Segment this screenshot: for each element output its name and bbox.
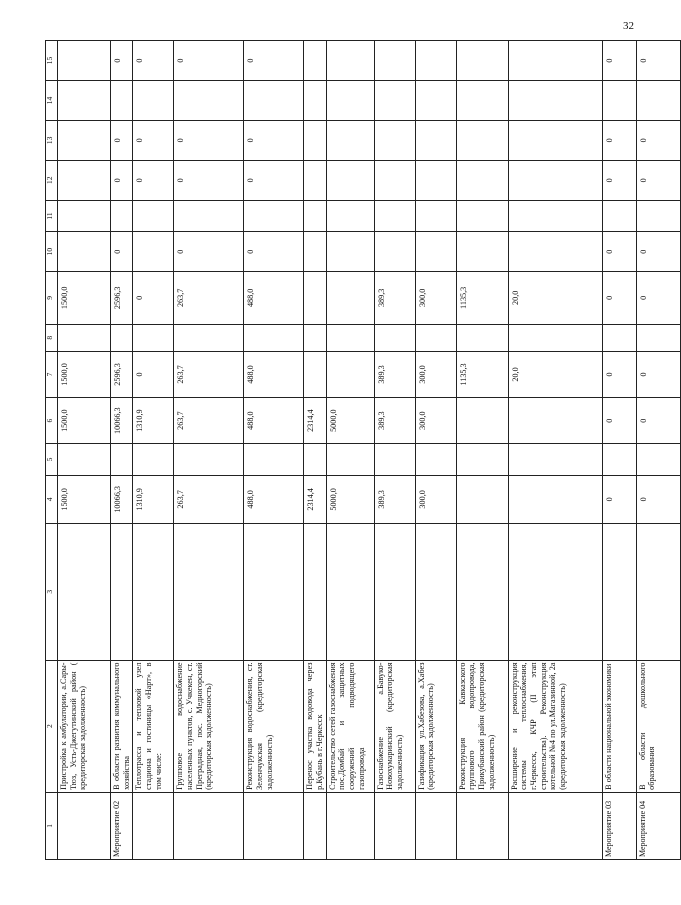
cell-col-14 — [508, 81, 602, 121]
description-cell: Перенос участка водовода через р.Кубань в г.Черкесск — [304, 660, 326, 792]
cell-col-15: 0 — [111, 41, 133, 81]
cell-col-3 — [58, 524, 111, 661]
column-header: 4 — [46, 475, 58, 523]
cell-col-4 — [508, 475, 602, 523]
cell-col-9: 0 — [133, 272, 174, 324]
cell-col-13: 0 — [174, 120, 244, 160]
cell-col-10 — [58, 232, 111, 272]
cell-col-3 — [602, 524, 636, 661]
cell-col-5 — [244, 444, 304, 475]
cell-col-14 — [133, 81, 174, 121]
cell-col-12 — [326, 160, 374, 200]
cell-col-13 — [415, 120, 456, 160]
cell-col-3 — [415, 524, 456, 661]
cell-col-6: 488,0 — [244, 398, 304, 444]
cell-col-11 — [174, 200, 244, 231]
cell-col-8 — [374, 324, 415, 351]
cell-col-12 — [58, 160, 111, 200]
event-code-cell: Мероприятие 02 — [111, 792, 133, 859]
cell-col-6: 389,3 — [374, 398, 415, 444]
cell-col-13 — [508, 120, 602, 160]
cell-col-4: 488,0 — [244, 475, 304, 523]
cell-col-12 — [304, 160, 326, 200]
table-row — [456, 41, 508, 860]
table-row — [133, 41, 174, 860]
event-code-cell — [304, 792, 326, 859]
cell-col-15 — [304, 41, 326, 81]
cell-col-8 — [244, 324, 304, 351]
cell-col-11 — [374, 200, 415, 231]
event-code-cell — [133, 792, 174, 859]
event-code-cell — [456, 792, 508, 859]
cell-col-6: 0 — [602, 398, 636, 444]
cell-col-10 — [133, 232, 174, 272]
cell-col-9 — [326, 272, 374, 324]
table-row — [174, 41, 244, 860]
description-cell: Групповое водоснабжение населенных пунктов, с. Учкекен, ст. Преградная, пос. Медногорский (кредиторская задолженность) — [174, 660, 244, 792]
cell-col-10: 0 — [111, 232, 133, 272]
cell-col-7: 0 — [636, 351, 680, 397]
cell-col-13 — [374, 120, 415, 160]
cell-col-8 — [58, 324, 111, 351]
cell-col-6: 263,7 — [174, 398, 244, 444]
column-header: 11 — [46, 200, 58, 231]
cell-col-8 — [326, 324, 374, 351]
description-cell: В области развития коммунального хозяйства — [111, 660, 133, 792]
cell-col-6 — [456, 398, 508, 444]
page-number: 32 — [623, 20, 634, 32]
description-cell: В области национальной экономики — [602, 660, 636, 792]
cell-col-7: 20,0 — [508, 351, 602, 397]
cell-col-14 — [374, 81, 415, 121]
cell-col-4: 1500,0 — [58, 475, 111, 523]
cell-col-10 — [374, 232, 415, 272]
cell-col-5 — [133, 444, 174, 475]
cell-col-15: 0 — [174, 41, 244, 81]
cell-col-3 — [636, 524, 680, 661]
column-header: 15 — [46, 41, 58, 81]
cell-col-9: 263,7 — [174, 272, 244, 324]
cell-col-8 — [456, 324, 508, 351]
budget-table — [45, 40, 681, 860]
cell-col-9: 20,0 — [508, 272, 602, 324]
cell-col-4: 389,3 — [374, 475, 415, 523]
cell-col-14 — [174, 81, 244, 121]
cell-col-3 — [244, 524, 304, 661]
cell-col-4: 1310,9 — [133, 475, 174, 523]
cell-col-11 — [304, 200, 326, 231]
cell-col-9: 300,0 — [415, 272, 456, 324]
rotated-table-area — [45, 0, 657, 860]
description-cell: Пристройка к амбулатории, а.Сары-Тюз, Усть-Джегутинский район ( кредиторская задолженность) — [58, 660, 111, 792]
column-header: 2 — [46, 660, 58, 792]
cell-col-12 — [415, 160, 456, 200]
cell-col-10: 0 — [602, 232, 636, 272]
cell-col-7: 1500,0 — [58, 351, 111, 397]
cell-col-9: 389,3 — [374, 272, 415, 324]
table-row — [508, 41, 602, 860]
cell-col-3 — [508, 524, 602, 661]
table-row — [244, 41, 304, 860]
column-header: 13 — [46, 120, 58, 160]
description-cell: Расширение и реконструкция системы теплоснабжения, г.Черкесск, КЧР (II этап строительства). Реконструкция котельной №4 по ул.Магазинной, 2а (кредиторская задолженность) — [508, 660, 602, 792]
cell-col-15 — [374, 41, 415, 81]
table-row — [602, 41, 636, 860]
cell-col-15 — [508, 41, 602, 81]
cell-col-9: 0 — [602, 272, 636, 324]
description-cell: Реконструкция Кавказского группового водопровода, Прикубанский район (кредиторская задолженность) — [456, 660, 508, 792]
cell-col-11 — [415, 200, 456, 231]
cell-col-9: 1500,0 — [58, 272, 111, 324]
cell-col-7: 0 — [602, 351, 636, 397]
cell-col-4 — [456, 475, 508, 523]
cell-col-5 — [508, 444, 602, 475]
table-row — [374, 41, 415, 860]
cell-col-12: 0 — [602, 160, 636, 200]
cell-col-3 — [456, 524, 508, 661]
cell-col-11 — [133, 200, 174, 231]
cell-col-6: 300,0 — [415, 398, 456, 444]
description-cell: Строительство сетей газоснабжения пос.Домбай и защитных сооружений подводящего газопровода — [326, 660, 374, 792]
cell-col-11 — [602, 200, 636, 231]
cell-col-15 — [326, 41, 374, 81]
cell-col-11 — [508, 200, 602, 231]
cell-col-8 — [508, 324, 602, 351]
cell-col-15: 0 — [244, 41, 304, 81]
cell-col-12 — [374, 160, 415, 200]
cell-col-13: 0 — [133, 120, 174, 160]
cell-col-3 — [174, 524, 244, 661]
column-header: 8 — [46, 324, 58, 351]
event-code-cell: Мероприятие 03 — [602, 792, 636, 859]
cell-col-5 — [456, 444, 508, 475]
cell-col-7: 488,0 — [244, 351, 304, 397]
cell-col-4: 263,7 — [174, 475, 244, 523]
cell-col-14 — [244, 81, 304, 121]
event-code-cell — [58, 792, 111, 859]
cell-col-3 — [111, 524, 133, 661]
cell-col-8 — [111, 324, 133, 351]
cell-col-4: 5000,0 — [326, 475, 374, 523]
description-cell: Газификация ул.Хабезова, а.Хабез (кредиторская задолженность) — [415, 660, 456, 792]
cell-col-14 — [415, 81, 456, 121]
event-code-cell: Мероприятие 04 — [636, 792, 680, 859]
cell-col-12: 0 — [244, 160, 304, 200]
cell-col-10 — [508, 232, 602, 272]
cell-col-14 — [304, 81, 326, 121]
description-cell: В области дошкольного образования — [636, 660, 680, 792]
cell-col-15 — [58, 41, 111, 81]
cell-col-5 — [174, 444, 244, 475]
cell-col-3 — [374, 524, 415, 661]
cell-col-10: 0 — [636, 232, 680, 272]
cell-col-11 — [326, 200, 374, 231]
cell-col-5 — [374, 444, 415, 475]
table-row — [111, 41, 133, 860]
cell-col-10 — [456, 232, 508, 272]
cell-col-4: 2314,4 — [304, 475, 326, 523]
column-header: 12 — [46, 160, 58, 200]
column-header: 5 — [46, 444, 58, 475]
cell-col-13: 0 — [636, 120, 680, 160]
cell-col-3 — [133, 524, 174, 661]
cell-col-6: 10066,3 — [111, 398, 133, 444]
event-code-cell — [174, 792, 244, 859]
cell-col-3 — [304, 524, 326, 661]
cell-col-6 — [508, 398, 602, 444]
description-cell: Теплотрасса и тепловой узел стадиона и гостиницы «Нарт», в том числе: — [133, 660, 174, 792]
cell-col-10: 0 — [244, 232, 304, 272]
description-cell: Газоснабжение а.Бавуко-Новохумаринский (кредиторская задолженность) — [374, 660, 415, 792]
column-header: 10 — [46, 232, 58, 272]
cell-col-12: 0 — [174, 160, 244, 200]
cell-col-7: 2596,3 — [111, 351, 133, 397]
table-row — [58, 41, 111, 860]
header-row — [46, 41, 58, 860]
cell-col-5 — [602, 444, 636, 475]
cell-col-9 — [304, 272, 326, 324]
cell-col-14 — [602, 81, 636, 121]
description-cell: Реконструкция водоснабжения, ст. Зеленчукская (кредиторская задолженность) — [244, 660, 304, 792]
table-row — [326, 41, 374, 860]
event-code-cell — [508, 792, 602, 859]
event-code-cell — [415, 792, 456, 859]
cell-col-12 — [456, 160, 508, 200]
cell-col-10 — [326, 232, 374, 272]
cell-col-13 — [304, 120, 326, 160]
cell-col-7: 389,3 — [374, 351, 415, 397]
cell-col-11 — [244, 200, 304, 231]
column-header: 9 — [46, 272, 58, 324]
cell-col-7 — [326, 351, 374, 397]
cell-col-5 — [304, 444, 326, 475]
event-code-cell — [374, 792, 415, 859]
cell-col-7 — [304, 351, 326, 397]
cell-col-13: 0 — [111, 120, 133, 160]
cell-col-12: 0 — [133, 160, 174, 200]
cell-col-4: 0 — [636, 475, 680, 523]
cell-col-11 — [636, 200, 680, 231]
cell-col-9: 0 — [636, 272, 680, 324]
column-header: 14 — [46, 81, 58, 121]
cell-col-7: 263,7 — [174, 351, 244, 397]
column-header: 6 — [46, 398, 58, 444]
table-row — [304, 41, 326, 860]
cell-col-6: 1310,9 — [133, 398, 174, 444]
cell-col-5 — [636, 444, 680, 475]
cell-col-6: 1500,0 — [58, 398, 111, 444]
column-header: 1 — [46, 792, 58, 859]
cell-col-5 — [415, 444, 456, 475]
table-row — [415, 41, 456, 860]
event-code-cell — [244, 792, 304, 859]
table-row — [636, 41, 680, 860]
event-code-cell — [326, 792, 374, 859]
cell-col-11 — [111, 200, 133, 231]
cell-col-7: 1135,3 — [456, 351, 508, 397]
cell-col-14 — [636, 81, 680, 121]
cell-col-13: 0 — [602, 120, 636, 160]
cell-col-9: 2596,3 — [111, 272, 133, 324]
cell-col-13: 0 — [244, 120, 304, 160]
cell-col-15: 0 — [133, 41, 174, 81]
cell-col-8 — [133, 324, 174, 351]
cell-col-14 — [58, 81, 111, 121]
cell-col-15 — [415, 41, 456, 81]
cell-col-8 — [636, 324, 680, 351]
cell-col-8 — [174, 324, 244, 351]
cell-col-11 — [456, 200, 508, 231]
cell-col-13 — [456, 120, 508, 160]
column-header: 3 — [46, 524, 58, 661]
cell-col-12: 0 — [111, 160, 133, 200]
cell-col-5 — [326, 444, 374, 475]
cell-col-10 — [415, 232, 456, 272]
cell-col-4: 0 — [602, 475, 636, 523]
cell-col-8 — [415, 324, 456, 351]
cell-col-12 — [508, 160, 602, 200]
cell-col-9: 1135,3 — [456, 272, 508, 324]
cell-col-8 — [602, 324, 636, 351]
cell-col-14 — [111, 81, 133, 121]
cell-col-6: 0 — [636, 398, 680, 444]
cell-col-10: 0 — [174, 232, 244, 272]
cell-col-9: 488,0 — [244, 272, 304, 324]
cell-col-7: 300,0 — [415, 351, 456, 397]
column-header: 7 — [46, 351, 58, 397]
cell-col-5 — [111, 444, 133, 475]
cell-col-6: 2314,4 — [304, 398, 326, 444]
cell-col-5 — [58, 444, 111, 475]
cell-col-13 — [326, 120, 374, 160]
cell-col-4: 10066,3 — [111, 475, 133, 523]
cell-col-6: 5000,0 — [326, 398, 374, 444]
cell-col-3 — [326, 524, 374, 661]
cell-col-13 — [58, 120, 111, 160]
cell-col-4: 300,0 — [415, 475, 456, 523]
cell-col-11 — [58, 200, 111, 231]
cell-col-10 — [304, 232, 326, 272]
cell-col-14 — [456, 81, 508, 121]
cell-col-8 — [304, 324, 326, 351]
cell-col-15: 0 — [602, 41, 636, 81]
cell-col-7: 0 — [133, 351, 174, 397]
cell-col-12: 0 — [636, 160, 680, 200]
cell-col-15: 0 — [636, 41, 680, 81]
cell-col-15 — [456, 41, 508, 81]
cell-col-14 — [326, 81, 374, 121]
